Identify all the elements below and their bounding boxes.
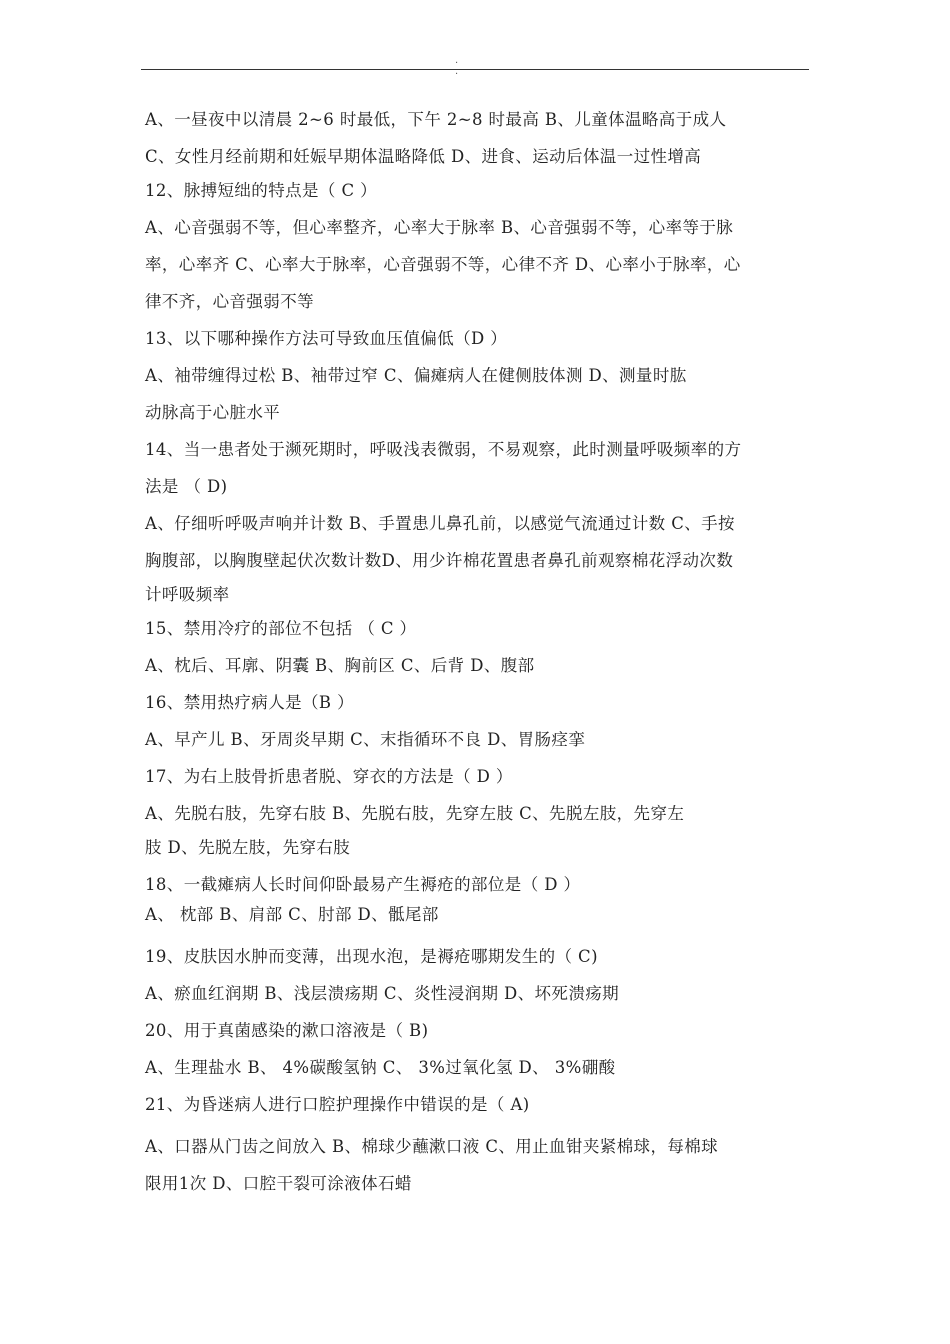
text-line: A、口器从门齿之间放入 B、棉球少蘸漱口液 C、用止血钳夹紧棉球，每棉球 xyxy=(145,1137,719,1156)
text-line: A、生理盐水 B、 4%碳酸氢钠 C、 3%过氧化氢 D、 3%硼酸 xyxy=(145,1058,616,1077)
text-line: A、 枕部 B、肩部 C、肘部 D、骶尾部 xyxy=(145,905,439,924)
text-line: A、仔细听呼吸声响并计数 B、手置患儿鼻孔前，以感觉气流通过计数 C、手按 xyxy=(145,514,735,533)
text-line: A、瘀血红润期 B、浅层溃疡期 C、炎性浸润期 D、坏死溃疡期 xyxy=(145,984,620,1003)
text-line: 肢 D、先脱左肢，先穿右肢 xyxy=(145,838,351,857)
question-line: 17、为右上肢骨折患者脱、穿衣的方法是（ D ） xyxy=(145,767,513,786)
question-line: 19、皮肤因水肿而变薄，出现水泡，是褥疮哪期发生的（ C) xyxy=(145,947,598,966)
text-line: 胸腹部，以胸腹壁起伏次数计数D、用少许棉花置患者鼻孔前观察棉花浮动次数 xyxy=(145,551,734,570)
text-line: 限用1次 D、口腔干裂可涂液体石蜡 xyxy=(145,1174,412,1193)
question-line: 16、禁用热疗病人是（B ） xyxy=(145,693,354,712)
text-line: A、早产儿 B、牙周炎早期 C、末指循环不良 D、胃肠痉挛 xyxy=(145,730,586,749)
text-line: A、一昼夜中以清晨 2~6 时最低，下午 2~8 时最高 B、儿童体温略高于成人 xyxy=(145,110,727,129)
text-line: 法是 （ D) xyxy=(145,477,228,496)
header-dots: . . xyxy=(455,55,473,77)
header-rule xyxy=(141,69,809,70)
text-line: 律不齐，心音强弱不等 xyxy=(145,292,314,311)
text-line: A、袖带缠得过松 B、袖带过窄 C、偏瘫病人在健侧肢体测 D、测量时肱 xyxy=(145,366,687,385)
text-line: A、枕后、耳廓、阴囊 B、胸前区 C、后背 D、腹部 xyxy=(145,656,535,675)
text-line: 动脉高于心脏水平 xyxy=(145,403,281,422)
text-line: 率，心率齐 C、心率大于脉率，心音强弱不等，心律不齐 D、心率小于脉率，心 xyxy=(145,255,741,274)
text-line: A、先脱右肢，先穿右肢 B、先脱右肢，先穿左肢 C、先脱左肢，先穿左 xyxy=(145,804,685,823)
question-line: 12、脉搏短绌的特点是（ C ） xyxy=(145,181,378,200)
text-line: 计呼吸频率 xyxy=(145,585,230,604)
question-line: 20、用于真菌感染的漱口溶液是（ B) xyxy=(145,1021,429,1040)
document-body xyxy=(145,105,817,1199)
text-line: A、心音强弱不等，但心率整齐，心率大于脉率 B、心音强弱不等，心率等于脉 xyxy=(145,218,734,237)
question-line: 15、禁用冷疗的部位不包括 （ C ） xyxy=(145,619,417,638)
question-line: 14、当一患者处于濒死期时，呼吸浅表微弱，不易观察，此时测量呼吸频率的方 xyxy=(145,440,742,459)
text-line: C、女性月经前期和妊娠早期体温略降低 D、进食、运动后体温一过性增高 xyxy=(145,147,702,166)
question-line: 18、一截瘫病人长时间仰卧最易产生褥疮的部位是（ D ） xyxy=(145,875,581,894)
question-line: 21、为昏迷病人进行口腔护理操作中错误的是（ A) xyxy=(145,1095,530,1114)
question-line: 13、以下哪种操作方法可导致血压值偏低（D ） xyxy=(145,329,508,348)
